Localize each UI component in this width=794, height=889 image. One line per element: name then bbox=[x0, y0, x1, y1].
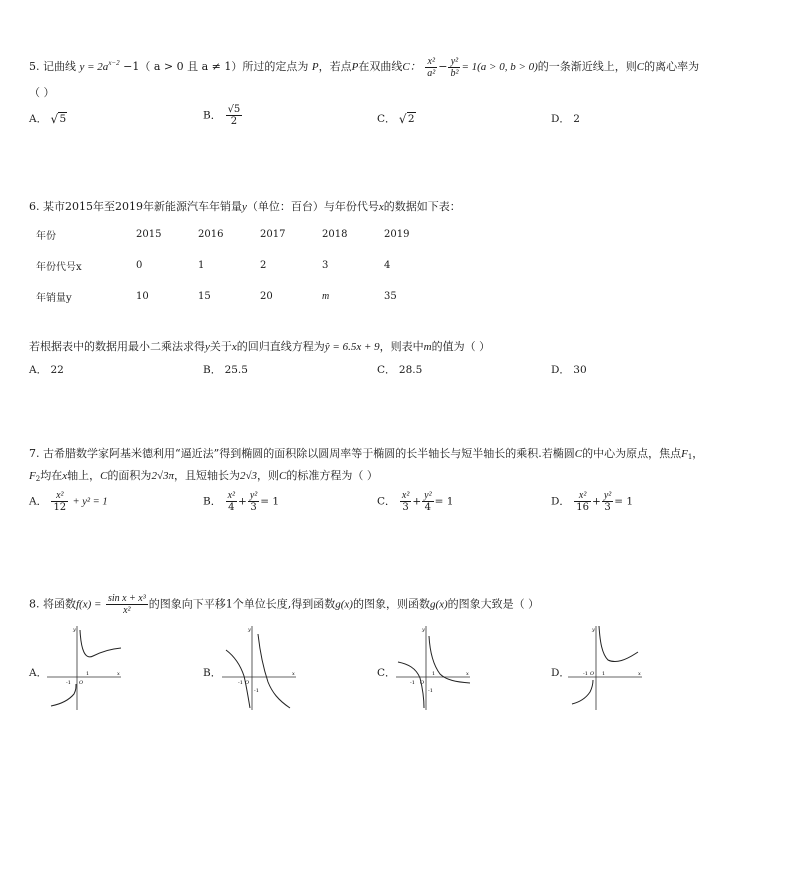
q5-mid: ，若点 bbox=[318, 60, 352, 73]
sqrt-symbol: √ 2 bbox=[399, 113, 416, 125]
q5-curve-exp: x−2 bbox=[108, 59, 120, 67]
option-letter: B． bbox=[203, 109, 222, 122]
x-axis-label: x bbox=[292, 671, 295, 677]
option-letter: A． bbox=[29, 113, 48, 125]
tick-1: 1 bbox=[432, 671, 436, 677]
tick-1: 1 bbox=[602, 671, 606, 677]
table-row: 年销量y 10 15 20 m 35 bbox=[36, 291, 397, 304]
origin-label: O bbox=[245, 680, 250, 686]
tick-1: 1 bbox=[86, 671, 90, 677]
origin-label: O bbox=[590, 671, 595, 677]
table-row: 年份 2015 2016 2017 2018 2019 bbox=[36, 229, 410, 242]
q6-stem: 6. 某市2015年至2019年新能源汽车年销量y（单位：百台）与年份代号x的数据如下表： bbox=[29, 200, 461, 213]
q6-table bbox=[36, 219, 446, 312]
q6-option-c[interactable]: C． 28.5 bbox=[377, 364, 423, 376]
q6-option-d[interactable]: D． 30 bbox=[551, 364, 587, 376]
tick-neg1-y: -1 bbox=[428, 688, 433, 694]
x-axis-label: x bbox=[117, 671, 120, 677]
q6-option-a[interactable]: A． 22 bbox=[29, 364, 64, 376]
x-axis-label: x bbox=[466, 671, 469, 677]
q8-option-d-label[interactable]: D． bbox=[551, 667, 570, 679]
q5-option-b-frac: $\frac{√5}{2}$ bbox=[227, 104, 241, 127]
q7-option-d[interactable]: D． $\frac{\text{x²}}{16}$ + $\frac{\text{y²}}{3}$ = 1 bbox=[551, 490, 634, 513]
q8-graph-a[interactable] bbox=[45, 622, 125, 714]
q7-option-c[interactable]: C． $\frac{\text{x²}}{3}$ + $\frac{\text{y²}}{4}$ = 1 bbox=[377, 490, 454, 513]
q5-option-a[interactable] bbox=[29, 111, 67, 126]
table-row: 年份代号x 0 1 2 3 4 bbox=[36, 260, 391, 273]
q5-stem: 5. 记曲线 $y = 2a^{x-2} -1$（ a > 0 且 a ≠ 1）所过的定点为 P，若点P在双曲线C： $\frac{\text{x²}}{\text{a²}}$ − $\frac{\text{y²}}{\text{b²}}$ = 1(a > 0, b > 0)的一条渐近线上，则C的离心率为 bbox=[29, 55, 700, 79]
q5-c-label: C： bbox=[402, 61, 421, 73]
q8-graph-b[interactable] bbox=[220, 622, 300, 714]
q5-cond: （ a > 0 且 a ≠ 1）所过的定点为 bbox=[139, 60, 309, 73]
q7-option-a[interactable]: A． $\frac{\text{x²}}{12}$ + y² = 1 bbox=[29, 490, 108, 513]
q5-curve: y = 2a bbox=[79, 61, 109, 73]
tick-neg1-y: -1 bbox=[254, 688, 259, 694]
q5-curve-tail: −1 bbox=[119, 60, 140, 73]
x-axis-label: x bbox=[638, 671, 641, 677]
sqrt-symbol: √ 5 bbox=[50, 113, 67, 125]
tick-neg1: -1 bbox=[238, 680, 243, 686]
q5-point-p: P bbox=[311, 61, 319, 73]
option-value: 2 bbox=[573, 113, 580, 125]
y-axis-label: y bbox=[422, 627, 425, 633]
option-letter: C． bbox=[377, 113, 396, 125]
q5-end: 的一条渐近线上，则 bbox=[537, 60, 637, 73]
q5-end2: 的离心率为 bbox=[644, 60, 700, 73]
q5-point-p2: P bbox=[351, 61, 359, 73]
q8-graph-c[interactable] bbox=[394, 622, 474, 714]
q5-c2: C bbox=[636, 61, 645, 73]
option-letter: D． bbox=[551, 113, 570, 125]
q8-graph-d[interactable] bbox=[566, 622, 646, 714]
q5-stem-text: 5. 记曲线 bbox=[29, 60, 76, 73]
y-axis-label: y bbox=[248, 627, 251, 633]
q8-option-b-label[interactable]: B． bbox=[203, 667, 222, 679]
q8-option-a-label[interactable]: A． bbox=[29, 667, 48, 679]
tick-neg1: -1 bbox=[66, 680, 71, 686]
q5-option-c[interactable] bbox=[377, 111, 416, 126]
q8-function-frac: $\frac{\text{sin x + x³}}{\text{x²}}$ bbox=[107, 593, 146, 616]
q5-hyp-tail: = 1(a > 0, b > 0) bbox=[461, 61, 538, 73]
q7-line1: 7. 古希腊数学家阿基米德利用“逼近法”得到椭圆的面积除以圆周率等于椭圆的长半轴长与短半轴长的乘积.若椭圆C的中心为原点，焦点$F_1$， bbox=[29, 447, 704, 461]
q5-option-d[interactable] bbox=[551, 111, 580, 126]
y-axis-label: y bbox=[592, 627, 595, 633]
q5-paren: （ ） bbox=[29, 86, 55, 99]
q5-hyp-yfrac: $\frac{\text{y²}}{\text{b²}}$ bbox=[450, 55, 459, 79]
y-axis-label: y bbox=[73, 627, 76, 633]
q8-option-c-label[interactable]: C． bbox=[377, 667, 396, 679]
origin-label: O bbox=[420, 680, 425, 686]
q8-stem: 8. 将函数f(x) = $\frac{\text{sin x + x³}}{\text{x²}}$ 的图象向下平移1个单位长度,得到函数g(x)的图象，则函数g(x)的图象大致是（ ） bbox=[29, 593, 540, 616]
q5-option-b[interactable] bbox=[203, 104, 243, 127]
q6-follow: 若根据表中的数据用最小二乘法求得y关于x的回归直线方程为ŷ = 6.5x + 9，则表中m的值为（ ） bbox=[29, 340, 491, 353]
tick-neg1: -1 bbox=[583, 671, 588, 677]
q7-option-b[interactable]: B． $\frac{\text{x²}}{4}$ + $\frac{\text{y²}}{3}$ = 1 bbox=[203, 490, 280, 513]
origin-label: O bbox=[79, 680, 84, 686]
q5-hyp-xfrac: $\frac{\text{x²}}{\text{a²}}$ bbox=[427, 55, 436, 79]
tick-neg1: -1 bbox=[410, 680, 415, 686]
q7-line2: $F_2$均在x轴上，C的面积为2√3π，且短轴长为2√3，则C的标准方程为（ ） bbox=[29, 469, 378, 483]
q6-option-b[interactable]: B． 25.5 bbox=[203, 364, 248, 376]
q5-in-hyp: 在双曲线 bbox=[358, 60, 403, 73]
